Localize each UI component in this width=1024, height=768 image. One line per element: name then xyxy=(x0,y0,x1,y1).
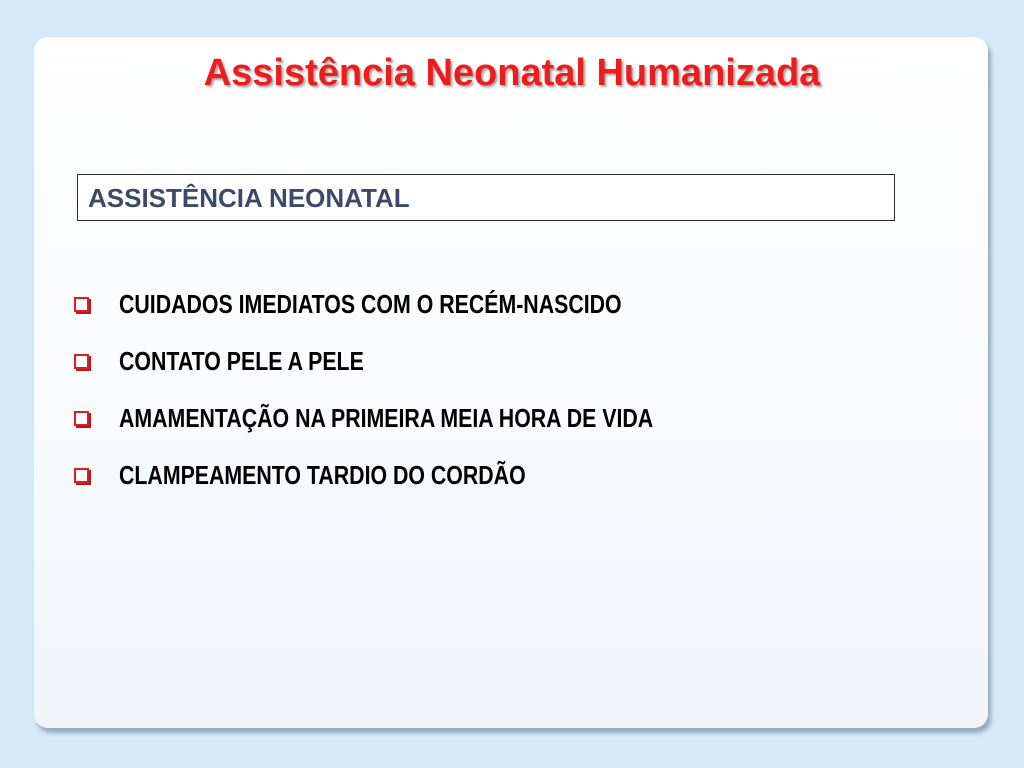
list-item xyxy=(74,390,770,447)
bullet-list xyxy=(74,276,770,504)
checkbox-bullet-icon xyxy=(74,354,89,369)
bullet-text: CLAMPEAMENTO TARDIO DO CORDÃO xyxy=(119,460,526,490)
list-item xyxy=(74,447,770,504)
list-item xyxy=(74,276,770,333)
checkbox-bullet-icon xyxy=(74,468,89,483)
bullet-text: AMAMENTAÇÃO NA PRIMEIRA MEIA HORA DE VIDA xyxy=(119,403,654,433)
bullet-text: CONTATO PELE A PELE xyxy=(119,346,364,376)
bullet-text: CUIDADOS IMEDIATOS COM O RECÉM-NASCIDO xyxy=(119,289,622,319)
section-header-label: ASSISTÊNCIA NEONATAL xyxy=(88,183,410,213)
list-item xyxy=(74,333,770,390)
section-header-box xyxy=(77,174,895,221)
checkbox-bullet-icon xyxy=(74,297,89,312)
slide-title: Assistência Neonatal Humanizada xyxy=(203,52,821,94)
checkbox-bullet-icon xyxy=(74,411,89,426)
